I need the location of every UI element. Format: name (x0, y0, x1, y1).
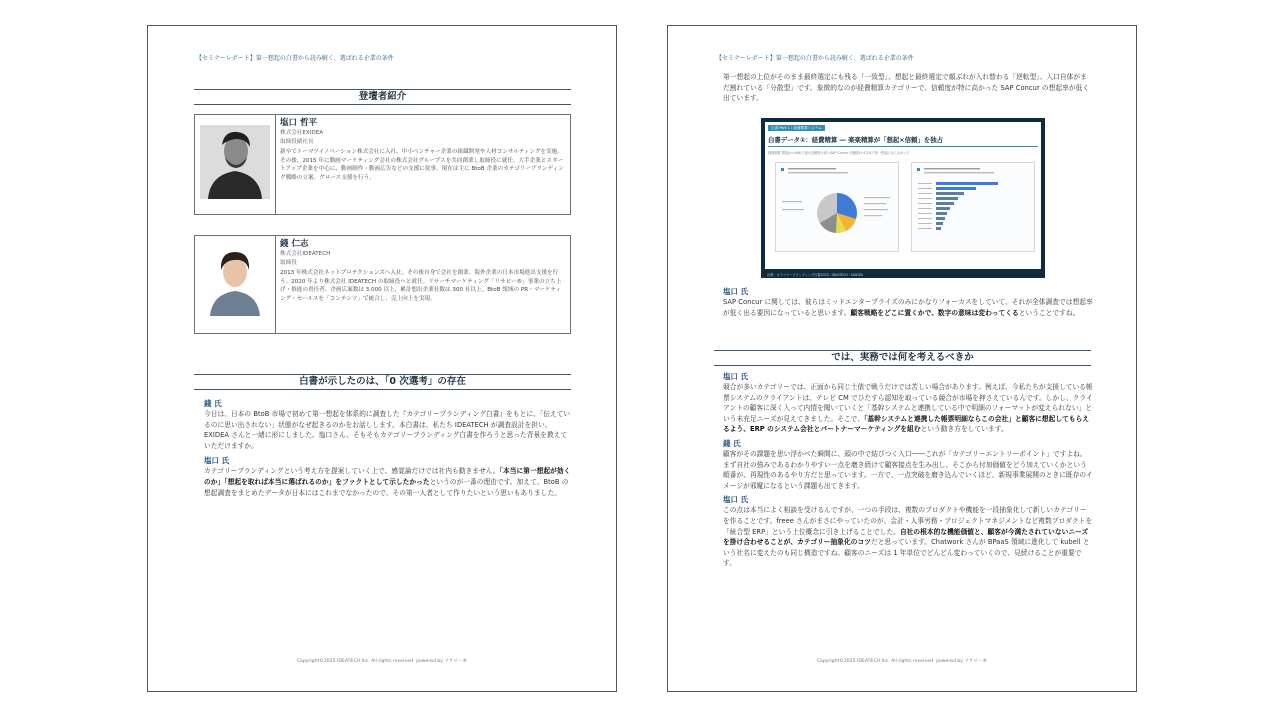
speaker-role: 取締役 (280, 260, 297, 266)
dialogue-text (204, 466, 572, 498)
figure-caption: 出典：カテゴリーブランディング白書2025／IDEATECH・EXIDEA (767, 273, 863, 277)
document-page-1 (147, 25, 617, 692)
speaker-label: 塩口 氏 (723, 495, 749, 505)
speaker-profile-card (194, 235, 571, 334)
text-segment: SAP Concur に関しては、彼らはミッドエンタープライズのみにかなりフォーカスをしていて、それが全体調査では想起率が低く出る要因になっていると思います。 (723, 298, 1093, 317)
dialogue-text: 顧客がその課題を思い浮かべた瞬間に、頭の中で結びつく入口――これが「カテゴリーエントリーポイント」ですよね。まず自社の強みであるわかりやすい一点を磨き続けて顧客接点を生み出し、そこから付加価値をどう加えていくかという順番が、再現性のあるやり方だと思っています。一方で、一点突破を磨き込んでいくほど、新規事業展開のときに既存のイメージが邪魔になるという課題も出てきます。 (723, 449, 1093, 490)
emphasis-text: 「基幹システムと連携した帳票明細ならこの会社」と顧客に想起してもらえるよう、ERP のシステム会社とパートナーマーケティングを組む (723, 414, 1090, 434)
pie-panel (775, 162, 899, 252)
speaker-label: 塩口 氏 (204, 456, 230, 466)
figure-divider (768, 146, 1038, 147)
speaker-label: 錢 氏 (723, 438, 741, 448)
dialogue-text (723, 382, 1093, 435)
text-segment: だと思っています。Chatwork さんが BPaaS 領域に進化して kubell という社名に変えたのも同じ構造ですね。顧客のニーズは 1 年単位でどんどん変わっていくので、見続けることが重要です。 (723, 538, 1090, 568)
speaker-photo (200, 242, 270, 316)
text-segment: という動き方をしています。 (920, 425, 1008, 434)
text-segment: というのが一番の理由です。加えて、BtoB の想起調査をまとめたデータが日本にはこれまでなかったので、その第一人者として作りたいという思いもありました。 (204, 477, 569, 497)
speaker-bio: 新卒でトーマツイノベーション株式会社に入社。中小ベンチャー企業の組織開発や人材コンサルティングを実施。その後、2015 年に動画マーケティング会社の株式会社グループスを共同創業し取締役に就任。大手企業とスタートアップ企業を中心に、動画制作・動画広告などの支援に従事。現在は主に BtoB 企業のカテゴリーブランディング戦略の立案、グロース支援を行う。 (280, 149, 564, 181)
dialogue-block (723, 284, 1093, 318)
speaker-photo (200, 125, 270, 199)
report-figure (761, 118, 1045, 278)
text-segment: カテゴリーブランディングという考え方を提案していく上で、感覚論だけでは社内も動きません。 (204, 467, 500, 476)
intro-text: 第一想起の上位がそのまま最終選定にも残る「一致型」、想起と最終選定で顔ぶれが入れ替わる「逆転型」、入口自体がまだ割れている「分散型」です。象徴的なのが経費精算カテゴリーで、信頼度が特に高かった SAP Concur の想起率が低く出ています。 (723, 73, 1090, 103)
figure-tag: 白書 Part 1｜経費精算システム (768, 125, 825, 131)
speaker-role: 取締役副社長 (280, 139, 314, 145)
intro-block (723, 72, 1093, 104)
section-heading: 白書が示したのは、「0 次選考」の存在 (194, 374, 571, 390)
dialogue-block (723, 369, 1093, 569)
running-head: 【セミナーレポート】第一想起の白書から読み解く、選ばれる企業の条件 (716, 55, 914, 62)
emphasis-text: 自社の根本的な機能価値と、顧客が今満たされていないニーズを掛け合わせることが、カテゴリー抽象化のコツ (723, 527, 1089, 547)
speaker-company: 株式会社EXIDEA (280, 130, 324, 136)
text-segment: この点は本当によく相談を受けるんですが、一つの手段は、複数のプロダクトや機能を一段抽象化して新しいカテゴリーを作ることです。freee さんがまさにやっていたのが、会計・人事労務・プロジェクトマネジメントなど複数プロダクトを「統合型 ERP」という上位概念に引き上げることでした。 (723, 506, 1093, 536)
speaker-name: 塩口 哲平 (280, 118, 317, 128)
emphasis-text: 顧客戦略をどこに置くかで、数字の意味は変わってくる (850, 308, 1019, 317)
speaker-name: 錢 仁志 (280, 239, 309, 249)
dialogue-text: 今日は、日本の BtoB 市場で初めて第一想起を体系的に調査した『カテゴリーブランディング白書』をもとに、「伝えているのに思い出されない」状態がなぜ起きるのかをお話しします。本白書は、私たち IDEATECH が調査設計を担い、EXIDEA さんと一緒に形にしました。塩口さん、そもそもカテゴリーブランディング白書を作ろうと思った背景を教えていただけますか。 (204, 410, 571, 450)
dialogue-text (723, 297, 1093, 318)
section-heading: では、実務では何を考えるべきか (714, 350, 1091, 366)
photo-cell (195, 236, 276, 333)
running-head: 【セミナーレポート】第一想起の白書から読み解く、選ばれる企業の条件 (196, 55, 394, 62)
speaker-label: 塩口 氏 (723, 372, 749, 381)
speaker-label: 塩口 氏 (723, 287, 749, 296)
page-footer: Copyright©2025 IDEATECH Inc. All rights reserved. powered by リサピー® (296, 659, 468, 664)
text-segment: ということですね。 (1018, 308, 1080, 317)
speaker-label: 錢 氏 (204, 399, 222, 408)
dialogue-block (204, 396, 572, 498)
text-segment: 競合が多いカテゴリーでは、正面から同じ土俵で戦うだけでは苦しい場合があります。例えば、今私たちが支援している帳票システムのクライアントは、テレビ CM でひたすら認知を取っている競合が市場を押さえているんです。しかし、クライアントの顧客に深く入って内情を聞いていくと「基幹システムと連携している中で明細のフォーマットが変えられない」という未充足ニーズが見えてきました。そこで、 (723, 383, 1093, 423)
page-footer: Copyright©2025 IDEATECH Inc. All rights reserved. powered by リサピー® (816, 659, 988, 664)
speaker-profile-card (194, 114, 571, 215)
photo-cell (195, 115, 276, 214)
emphasis-text: 「本当に第一想起が効くのか」「想起を取れば本当に選ばれるのか」をファクトとして示したかった (204, 467, 571, 486)
pie-chart-graphic (776, 163, 898, 251)
bar-chart-graphic (912, 163, 1034, 251)
figure-title: 白書データ①：経費精算 ― 楽楽精算が「想起×信頼」を独占 (768, 136, 943, 144)
speakers-heading: 登壇者紹介 (194, 89, 571, 105)
dialogue-text (723, 505, 1093, 569)
figure-slide (765, 122, 1041, 269)
speaker-company: 株式会社IDEATECH (280, 251, 331, 257)
speaker-bio: 2013 年株式会社ネットプロテクションズへ入社。その後自身で会社を創業。海外企業の日本市場進出支援を行う。2020 年より株式会社 IDEATECH の取締役へと就任。リサーチマーケティング「リサピー®」事業の立ち上げ・推進の責任者。企画広案数は 3,000 以上、累計想出企業社数は 300 社以上。BtoB 領域の PR・マーケティング・セールスを「コンテンツ」で統合し、売上向上を実現。 (280, 270, 562, 302)
figure-subtitle: 経費精算 想起(n=406)で最も信頼度の高いSAP Concur 信頼度は 6.2%で第一想起にならなかった (768, 151, 910, 155)
document-page-2 (667, 25, 1137, 692)
bar-panel (911, 162, 1035, 252)
